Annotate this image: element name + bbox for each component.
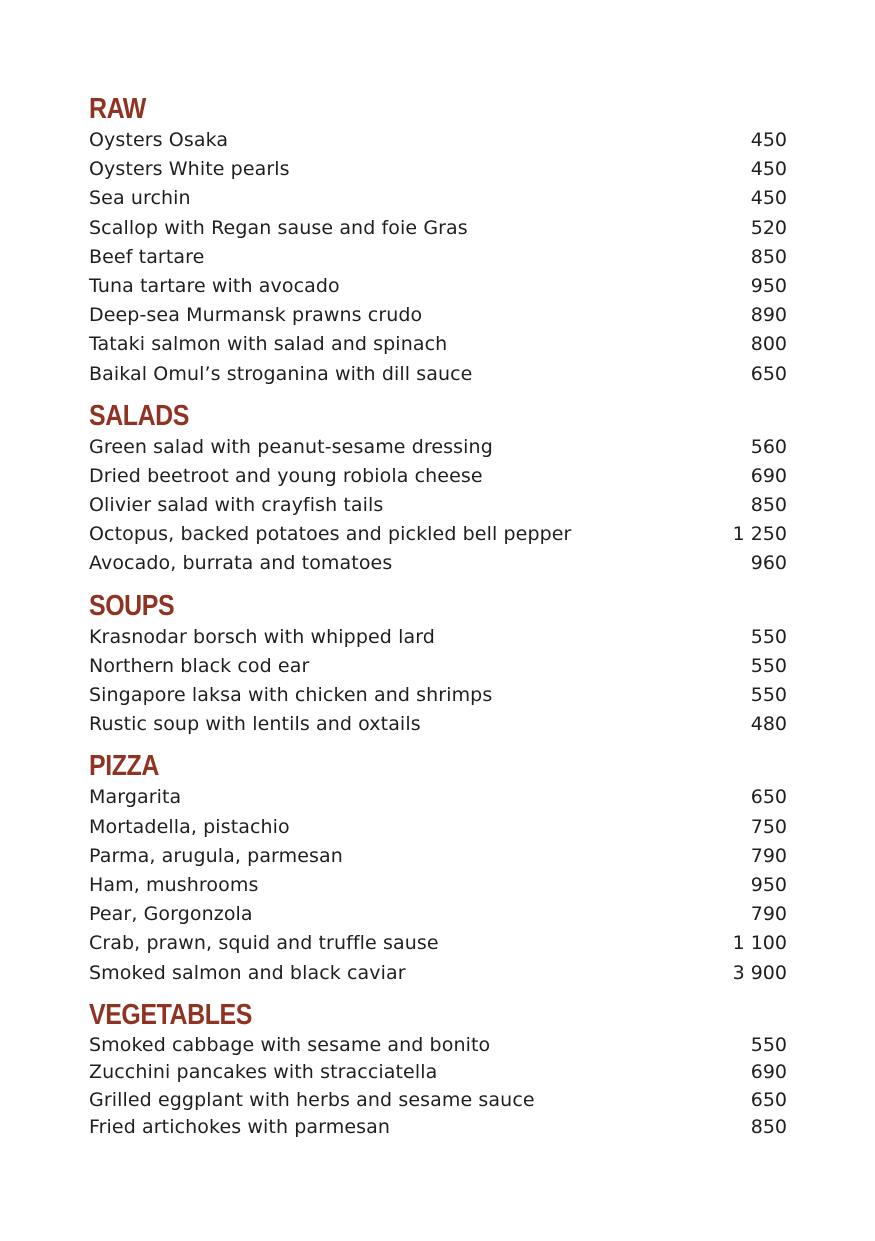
- menu-item: [89, 272, 787, 301]
- item-name: Avocado, burrata and tomatoes: [89, 552, 393, 575]
- item-name: Rustic soup with lentils and oxtails: [89, 713, 421, 736]
- item-price: 950: [750, 873, 787, 896]
- item-name: Northern black cod ear: [89, 654, 310, 677]
- item-name: Beef tartare: [89, 245, 205, 268]
- item-name: Deep-sea Murmansk prawns crudo: [89, 304, 423, 327]
- item-name: Octopus, backed potatoes and pickled bell pepper: [89, 523, 572, 546]
- item-price: 800: [750, 333, 787, 356]
- item-price: 1 100: [732, 932, 787, 955]
- item-price: 450: [750, 129, 787, 151]
- item-price: 450: [750, 187, 787, 210]
- menu-item: [89, 243, 787, 272]
- item-price: 790: [750, 844, 787, 867]
- section-soups: [89, 589, 787, 740]
- item-name: Zucchini pancakes with stracciatella: [89, 1061, 438, 1084]
- section-salads: [89, 399, 787, 579]
- item-name: Singapore laksa with chicken and shrimps: [89, 684, 493, 706]
- item-price: 850: [750, 245, 787, 268]
- item-price: 690: [750, 464, 787, 487]
- menu-item: [89, 301, 787, 330]
- menu-item: [89, 520, 787, 549]
- item-price: 960: [750, 552, 787, 575]
- section-title: PIZZA: [89, 750, 159, 783]
- item-name: Green salad with peanut-sesame dressing: [89, 435, 493, 458]
- section-vegetables: [89, 998, 787, 1142]
- menu-item: [89, 1059, 787, 1087]
- item-name: Parma, arugula, parmesan: [89, 844, 343, 867]
- item-name: Fried artichokes with parmesan: [89, 1116, 390, 1139]
- menu-item: [89, 549, 787, 578]
- item-name: Smoked salmon and black caviar: [89, 961, 406, 984]
- item-price: 750: [750, 815, 787, 838]
- menu-item: [89, 126, 787, 155]
- item-name: Ham, mushrooms: [89, 873, 259, 896]
- item-price: 550: [750, 1033, 787, 1056]
- item-price: 550: [750, 625, 787, 648]
- item-price: 850: [750, 494, 787, 517]
- menu-item: [89, 623, 787, 652]
- menu-item: [89, 842, 787, 871]
- section-title: SALADS: [89, 399, 189, 432]
- item-price: 560: [750, 435, 787, 458]
- menu-item: [89, 929, 787, 958]
- item-name: Baikal Omul’s stroganina with dill sauce: [89, 362, 473, 385]
- item-name: Krasnodar borsch with whipped lard: [89, 625, 435, 648]
- menu-item: [89, 783, 787, 812]
- menu-item: [89, 184, 787, 213]
- item-price: 520: [750, 216, 787, 239]
- section-title: VEGETABLES: [89, 998, 252, 1031]
- menu-item: [89, 462, 787, 491]
- item-name: Sea urchin: [89, 187, 191, 210]
- menu-item: [89, 360, 787, 389]
- section-title: RAW: [89, 93, 146, 125]
- item-name: Tataki salmon with salad and spinach: [89, 333, 448, 356]
- item-price: 550: [750, 654, 787, 677]
- item-name: Mortadella, pistachio: [89, 815, 290, 838]
- menu-item: [89, 214, 787, 243]
- item-list: [89, 126, 787, 389]
- item-price: 1 250: [732, 523, 787, 546]
- item-name: Tuna tartare with avocado: [89, 274, 340, 297]
- menu-item: [89, 959, 787, 988]
- menu-item: [89, 900, 787, 929]
- menu-item: [89, 433, 787, 462]
- menu-item: [89, 330, 787, 359]
- item-name: Dried beetroot and young robiola cheese: [89, 464, 483, 487]
- menu-item: [89, 1114, 787, 1142]
- item-price: 650: [750, 362, 787, 385]
- menu-item: [89, 491, 787, 520]
- section-pizza: [89, 749, 787, 987]
- item-name: Oysters Osaka: [89, 129, 229, 151]
- menu-item: [89, 681, 787, 710]
- item-price: 480: [750, 713, 787, 736]
- menu-item: [89, 871, 787, 900]
- menu-item: [89, 1032, 787, 1060]
- item-name: Olivier salad with crayfish tails: [89, 494, 384, 517]
- item-price: 850: [750, 1116, 787, 1139]
- menu: [89, 92, 787, 1152]
- item-list: [89, 1032, 787, 1142]
- item-price: 3 900: [732, 961, 787, 984]
- item-list: [89, 433, 787, 579]
- item-list: [89, 783, 787, 987]
- item-price: 890: [750, 304, 787, 327]
- menu-item: [89, 155, 787, 184]
- item-price: 650: [750, 786, 787, 809]
- item-price: 690: [750, 1061, 787, 1084]
- section-title: SOUPS: [89, 589, 175, 622]
- menu-item: [89, 813, 787, 842]
- item-price: 950: [750, 274, 787, 297]
- item-name: Pear, Gorgonzola: [89, 903, 253, 926]
- item-name: Grilled eggplant with herbs and sesame sauce: [89, 1088, 535, 1111]
- item-price: 790: [750, 903, 787, 926]
- item-name: Scallop with Regan sause and foie Gras: [89, 216, 468, 239]
- menu-item: [89, 652, 787, 681]
- section-raw: [89, 92, 787, 389]
- menu-item: [89, 1087, 787, 1115]
- item-name: Smoked cabbage with sesame and bonito: [89, 1033, 491, 1056]
- item-name: Margarita: [89, 786, 182, 809]
- item-name: Oysters White pearls: [89, 158, 290, 181]
- item-list: [89, 623, 787, 740]
- item-price: 650: [750, 1088, 787, 1111]
- item-price: 550: [750, 684, 787, 706]
- item-name: Crab, prawn, squid and truffle sause: [89, 932, 439, 955]
- item-price: 450: [750, 158, 787, 181]
- menu-item: [89, 710, 787, 739]
